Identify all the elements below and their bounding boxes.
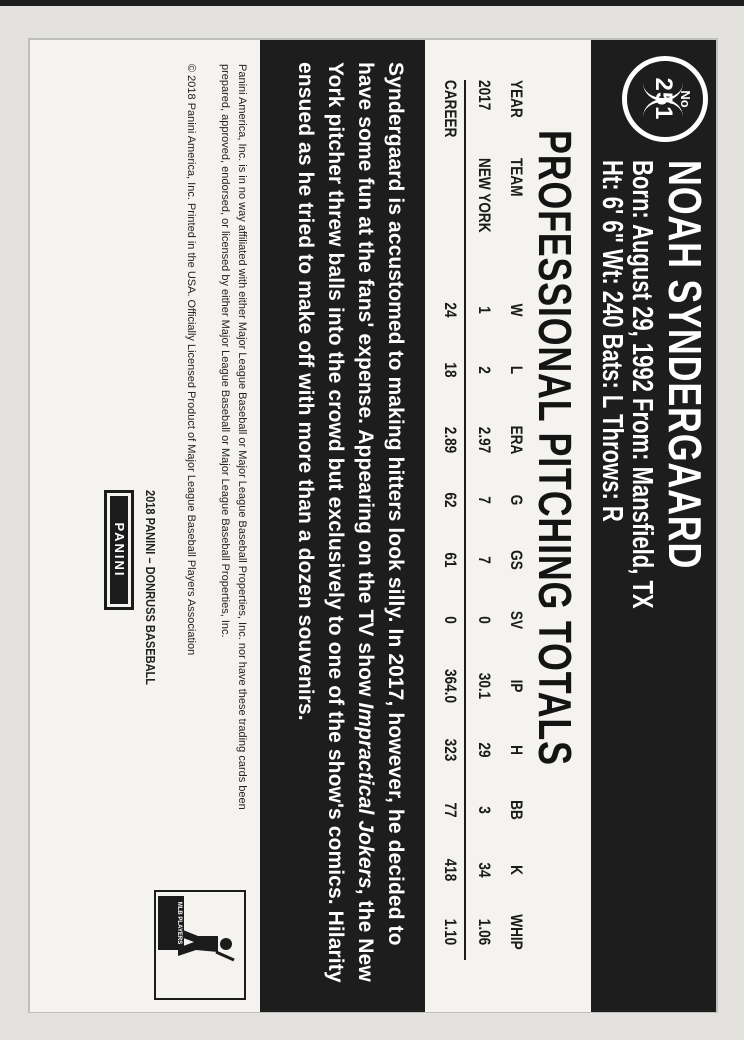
- col-ip: IP: [507, 679, 526, 693]
- panini-logo-plate: [110, 496, 128, 604]
- cell-k: 418: [441, 858, 460, 882]
- bio-birth-line: Born: August 29, 1992 From: Mansfield, TX: [626, 160, 658, 609]
- stats-header-row: [494, 40, 526, 1012]
- product-line: 2018 PANINI – DONRUSS BASEBALL: [143, 490, 158, 686]
- baseball-icon: [622, 56, 708, 142]
- col-l: L: [507, 365, 526, 375]
- cell-year: CAREER: [441, 80, 460, 138]
- cell-whip: 1.06: [475, 918, 494, 946]
- card-number: 251: [650, 77, 677, 121]
- col-whip: WHIP: [507, 914, 526, 950]
- cell-sv: 0: [475, 616, 494, 624]
- col-w: W: [507, 303, 526, 317]
- col-year: YEAR: [507, 80, 526, 118]
- card-number-label: No: [678, 90, 693, 108]
- scan-top-strip: [0, 0, 744, 6]
- panini-logo: [104, 490, 134, 610]
- col-k: K: [507, 865, 526, 875]
- cell-k: 34: [475, 862, 494, 878]
- cell-ip: 30.1: [475, 672, 494, 700]
- blurb-text-end: , the New York pitcher threw balls into the crowd but exclusively to one of the show's comics. Hilarity ensued as he tried to make off with more than a dozen souvenirs.: [294, 62, 377, 983]
- cell-whip: 1.10: [441, 918, 460, 946]
- batter-silhouette-icon: [176, 922, 236, 962]
- legal-disclaimer: Panini America, Inc. is in no way affiliated with either Major League Baseball or Major League Baseball Properties, Inc. nor have these trading cards been prepared, approved, endorsed, or licensed by either Major League Baseball or Major League Baseball Properties, Inc.: [219, 64, 248, 810]
- cell-gs: 7: [475, 556, 494, 564]
- cell-gs: 61: [441, 552, 460, 568]
- cell-g: 62: [441, 492, 460, 508]
- col-g: G: [507, 494, 526, 506]
- career-divider: [464, 80, 466, 960]
- cell-era: 2.97: [475, 426, 494, 454]
- cell-ip: 364.0: [441, 668, 460, 704]
- mlbpa-text: MLB PLAYERS: [176, 901, 182, 945]
- player-blurb: [290, 62, 410, 990]
- cell-bb: 77: [441, 802, 460, 818]
- card-back: [30, 40, 716, 1012]
- cell-team: NEW YORK: [475, 158, 494, 233]
- cell-l: 2: [475, 366, 494, 374]
- col-h: H: [507, 745, 526, 755]
- stats-title: PROFESSIONAL PITCHING TOTALS: [529, 130, 581, 766]
- col-gs: GS: [507, 550, 526, 570]
- cell-sv: 0: [441, 616, 460, 624]
- mlbpa-logo: [154, 890, 246, 1000]
- copyright-line: © 2018 Panini America, Inc. Printed in the USA. Officially Licensed Product of Major League Baseball Players Association: [185, 64, 197, 656]
- mlbpa-badge: [158, 896, 184, 950]
- panini-logo-text: PANINI: [112, 522, 127, 578]
- cell-g: 7: [475, 496, 494, 504]
- cell-era: 2.89: [441, 426, 460, 454]
- col-sv: SV: [507, 610, 526, 630]
- cell-w: 1: [475, 306, 494, 314]
- cell-bb: 3: [475, 806, 494, 814]
- cell-year: 2017: [475, 80, 494, 111]
- stats-row-2017: [462, 40, 494, 1012]
- cell-h: 29: [475, 742, 494, 758]
- player-name: NOAH SYNDERGAARD: [659, 160, 711, 570]
- blurb-show-title: Impractical Jokers: [354, 702, 377, 889]
- bio-size-line: Ht: 6' 6" Wt: 240 Bats: L Throws: R: [596, 160, 628, 522]
- cell-w: 24: [441, 302, 460, 318]
- cell-l: 18: [441, 362, 460, 378]
- col-era: ERA: [507, 425, 526, 455]
- col-bb: BB: [507, 800, 526, 820]
- cell-h: 323: [441, 738, 460, 762]
- col-team: TEAM: [507, 158, 526, 197]
- stats-row-career: [428, 40, 460, 1012]
- blurb-text-start: Syndergaard is accustomed to making hitters look silly. In 2017, however, he decided to have some fun at the fans' expense. Appearing on the TV show: [354, 62, 407, 946]
